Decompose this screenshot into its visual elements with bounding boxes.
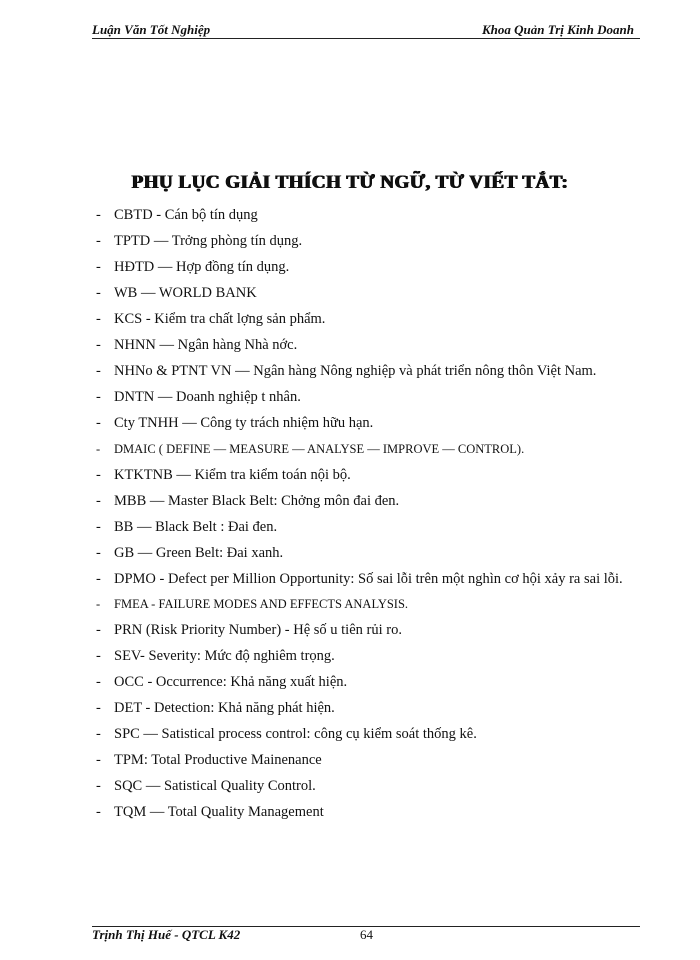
list-item xyxy=(92,336,640,355)
list-item-text: TQM — Total Quality Management xyxy=(114,804,324,820)
list-item-text: CBTD - Cán bộ tín dụng xyxy=(114,207,258,223)
list-item-text: OCC - Occurrence: Khả năng xuất hiện. xyxy=(114,674,348,690)
list-item-text: BB — Black Belt : Đai đen. xyxy=(114,519,278,535)
list-item xyxy=(92,206,640,225)
page-title: PHỤ LỤC GIẢI THÍCH TỪ NGỮ, TỪ VIẾT TẮT: xyxy=(131,172,569,193)
list-item xyxy=(92,595,640,614)
bullet-dash: - xyxy=(96,442,101,456)
list-item xyxy=(92,751,640,770)
header-faculty-label: Khoa Quản Trị Kinh Doanh xyxy=(482,22,634,37)
list-item xyxy=(92,777,640,796)
list-item xyxy=(92,544,640,563)
list-item-text: KCS - Kiểm tra chất lợng sản phẩm. xyxy=(114,311,326,327)
list-item xyxy=(92,362,640,381)
list-item xyxy=(92,673,640,692)
abbreviation-list xyxy=(92,206,640,829)
header-thesis-label: Luận Văn Tốt Nghiệp xyxy=(92,22,211,37)
list-item-text: WB — WORLD BANK xyxy=(114,285,257,301)
bullet-dash: - xyxy=(96,700,101,716)
list-item xyxy=(92,440,640,459)
bullet-dash: - xyxy=(96,207,101,223)
bullet-dash: - xyxy=(96,648,101,664)
bullet-dash: - xyxy=(96,337,101,353)
bullet-dash: - xyxy=(96,285,101,301)
list-item xyxy=(92,492,640,511)
bullet-dash: - xyxy=(96,467,101,483)
list-item xyxy=(92,647,640,666)
list-item-text: TPTD — Trởng phòng tín dụng. xyxy=(114,233,303,249)
list-item-text: DET - Detection: Khả năng phát hiện. xyxy=(114,700,335,716)
list-item xyxy=(92,725,640,744)
list-item-text: SQC — Satistical Quality Control. xyxy=(114,778,316,794)
list-item-text: PRN (Risk Priority Number) - Hệ số u tiên rủi ro. xyxy=(114,622,402,638)
list-item-text: DPMO - Defect per Million Opportunity: Số sai lỗi trên một nghìn cơ hội xảy ra sai lỗi. xyxy=(114,571,623,587)
bullet-dash: - xyxy=(96,233,101,249)
list-item xyxy=(92,466,640,485)
list-item xyxy=(92,570,640,589)
list-item-text: NHNN — Ngân hàng Nhà nớc. xyxy=(114,337,298,353)
list-item xyxy=(92,699,640,718)
bullet-dash: - xyxy=(96,571,101,587)
page-footer xyxy=(92,926,640,942)
list-item xyxy=(92,388,640,407)
bullet-dash: - xyxy=(96,752,101,768)
page-number: 64 xyxy=(360,927,373,942)
list-item-text: Cty TNHH — Công ty trách nhiệm hữu hạn. xyxy=(114,415,374,431)
list-item-text: DMAIC ( DEFINE — MEASURE — ANALYSE — IMPROVE — CONTROL). xyxy=(114,442,525,456)
bullet-dash: - xyxy=(96,259,101,275)
bullet-dash: - xyxy=(96,493,101,509)
list-item-text: SPC — Satistical process control: công cụ kiểm soát thống kê. xyxy=(114,726,477,742)
bullet-dash: - xyxy=(96,389,101,405)
bullet-dash: - xyxy=(96,545,101,561)
footer-author: Trịnh Thị Huế - QTCL K42 xyxy=(92,927,241,942)
list-item-text: NHNo & PTNT VN — Ngân hàng Nông nghiệp và phát triển nông thôn Việt Nam. xyxy=(114,363,597,379)
bullet-dash: - xyxy=(96,804,101,820)
list-item-text: DNTN — Doanh nghiệp t nhân. xyxy=(114,389,301,405)
bullet-dash: - xyxy=(96,778,101,794)
bullet-dash: - xyxy=(96,726,101,742)
list-item-text: SEV- Severity: Mức độ nghiêm trọng. xyxy=(114,648,335,664)
bullet-dash: - xyxy=(96,674,101,690)
list-item xyxy=(92,414,640,433)
list-item xyxy=(92,284,640,303)
page-header xyxy=(92,22,640,39)
list-item-text: TPM: Total Productive Mainenance xyxy=(114,752,322,768)
list-item xyxy=(92,803,640,822)
list-item xyxy=(92,621,640,640)
list-item-text: KTKTNB — Kiểm tra kiểm toán nội bộ. xyxy=(114,467,351,483)
bullet-dash: - xyxy=(96,597,101,611)
list-item-text: MBB — Master Black Belt: Chởng môn đai đen. xyxy=(114,493,400,509)
bullet-dash: - xyxy=(96,363,101,379)
list-item xyxy=(92,310,640,329)
list-item xyxy=(92,232,640,251)
list-item-text: HĐTD — Hợp đồng tín dụng. xyxy=(114,259,290,275)
list-item xyxy=(92,258,640,277)
list-item-text: GB — Green Belt: Đai xanh. xyxy=(114,545,284,561)
bullet-dash: - xyxy=(96,311,101,327)
list-item xyxy=(92,518,640,537)
bullet-dash: - xyxy=(96,622,101,638)
list-item-text: FMEA - FAILURE MODES AND EFFECTS ANALYSIS. xyxy=(114,597,409,611)
bullet-dash: - xyxy=(96,519,101,535)
bullet-dash: - xyxy=(96,415,101,431)
